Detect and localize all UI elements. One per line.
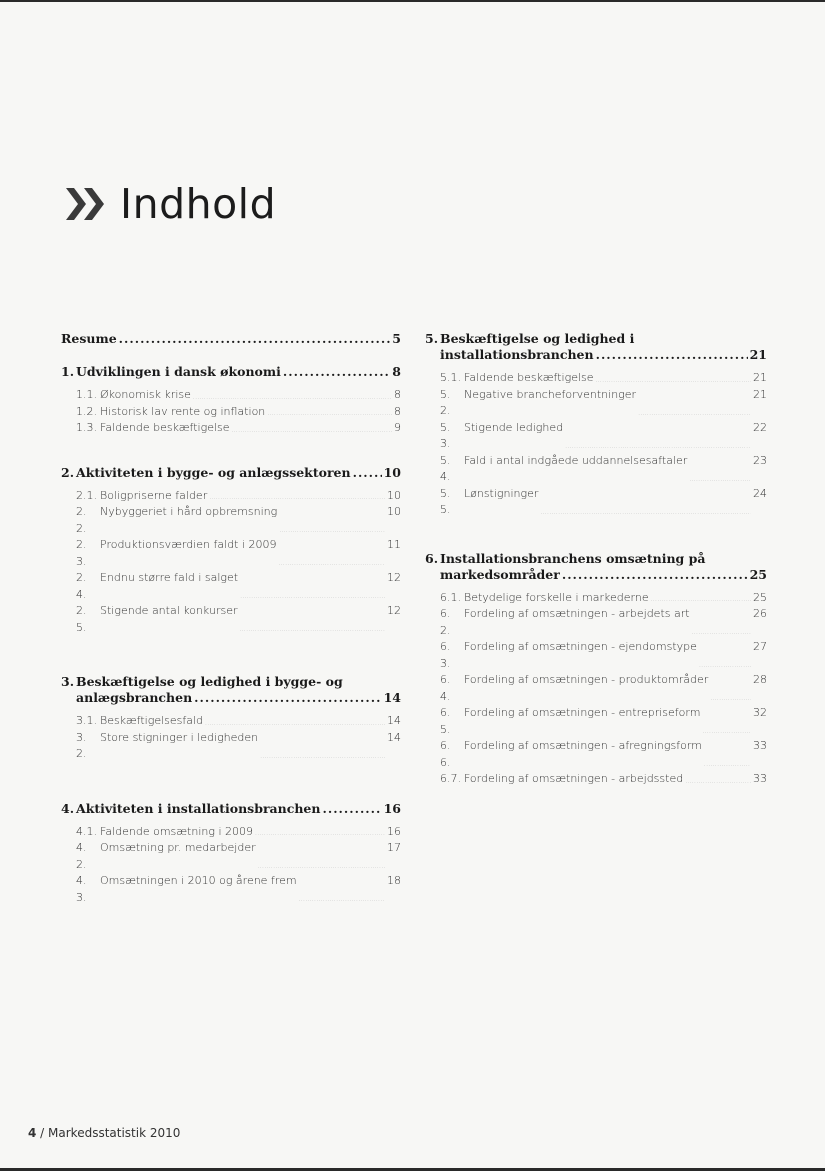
toc-entry-number: 6. 5. <box>440 706 451 736</box>
toc-entry-title: Produktionsværdien faldt i 2009 <box>100 538 277 551</box>
page-title: Indhold <box>120 180 277 228</box>
toc-entry[interactable] <box>61 420 401 437</box>
toc-section-heading-line <box>61 674 401 690</box>
toc-entry-title: Fald i antal indgåede uddannelsesaftaler <box>464 453 688 467</box>
toc-section <box>61 465 401 637</box>
toc-entry-title: Endnu større fald i salget <box>100 571 239 584</box>
toc-entry-number: 1.3. <box>76 421 97 434</box>
toc-entry-title: Nybyggeriet i hård opbremsning <box>100 505 278 518</box>
toc-section-page: 10 <box>383 464 401 480</box>
toc-entry-page: 25 <box>753 590 767 604</box>
toc-entry-title: Fordeling af omsætningen - ejendomstype <box>464 640 697 653</box>
toc-section-heading[interactable] <box>61 801 401 817</box>
toc-entry-number: 5. 2. <box>440 387 451 417</box>
toc-section-number: 1. <box>61 364 75 379</box>
toc-section-heading-line <box>61 331 401 347</box>
toc-entry[interactable] <box>61 504 401 537</box>
dot-leader <box>699 660 751 672</box>
toc-entry-page: 24 <box>753 486 767 500</box>
toc-entry-title: Omsætningen i 2010 og årene frem <box>100 874 297 887</box>
toc-entry-page: 21 <box>753 387 767 401</box>
toc-section-heading[interactable] <box>425 551 767 583</box>
toc-section <box>425 331 767 519</box>
dot-leader <box>651 594 751 606</box>
toc-entry-number: 5. 3. <box>440 420 451 450</box>
dot-leader <box>704 759 751 771</box>
toc-section-page: 8 <box>392 364 401 379</box>
toc-section-heading-line <box>425 567 767 583</box>
toc-entry-page: 10 <box>387 488 401 502</box>
toc-entry-number: 3.1. <box>76 714 97 727</box>
toc-section-heading[interactable] <box>425 331 767 363</box>
toc-section <box>61 801 401 907</box>
toc-entry-title: Omsætning pr. medarbejder <box>100 841 256 854</box>
dot-leader <box>353 465 382 481</box>
toc-entry-number: 4. 3. <box>76 874 87 904</box>
toc-entry-page: 32 <box>753 706 767 719</box>
toc-entry[interactable] <box>61 713 401 730</box>
toc-entry-title: Lønstigninger <box>464 486 539 500</box>
footer-page-number: 4 <box>28 1126 37 1140</box>
toc-left-column <box>61 331 401 906</box>
toc-entry-page: 12 <box>387 604 401 617</box>
toc-entry-title: Fordeling af omsætningen - entrepriseform <box>464 706 701 719</box>
toc-entry-page: 8 <box>394 404 401 418</box>
toc-section-heading-line <box>61 690 401 706</box>
toc-entry-page: 28 <box>753 673 767 686</box>
page-footer <box>28 1126 180 1140</box>
dot-leader <box>205 718 385 730</box>
toc-entry-page: 14 <box>387 714 401 727</box>
toc-entry-number: 6. 6. <box>440 739 451 769</box>
toc-entry[interactable] <box>61 824 401 841</box>
toc-entry[interactable] <box>425 771 767 788</box>
toc-section-number: 6. <box>425 550 439 566</box>
toc-entry-number: 6.1. <box>440 590 461 604</box>
toc-entry-number: 4.1. <box>76 824 97 838</box>
toc-entry[interactable] <box>61 488 401 505</box>
toc-entry-number: 4. 2. <box>76 841 87 871</box>
toc-entry-title: Beskæftigelsesfald <box>100 714 204 727</box>
toc-entry-number: 2. 3. <box>76 538 87 568</box>
dot-leader <box>258 861 385 873</box>
toc-entry[interactable] <box>425 672 767 705</box>
toc-entry[interactable] <box>61 537 401 570</box>
toc-entry[interactable] <box>61 873 401 906</box>
toc-subsection-list <box>61 713 401 763</box>
dot-leader <box>565 441 751 453</box>
toc-section-heading-line <box>425 551 767 567</box>
toc-entry-number: 6.7. <box>440 772 461 785</box>
toc-entry-title: Stigende antal konkurser <box>100 604 238 617</box>
toc-section-title-continued: installationsbranchen <box>440 347 594 362</box>
toc-section-heading[interactable] <box>61 364 401 380</box>
toc-entry-number: 2. 5. <box>76 604 87 634</box>
toc-section-number: 3. <box>61 674 75 689</box>
dot-leader <box>685 776 751 788</box>
dot-leader <box>193 392 392 404</box>
dot-leader <box>540 507 751 519</box>
toc-section-heading[interactable] <box>61 331 401 347</box>
toc-section <box>425 551 767 788</box>
toc-entry-title: Betydelige forskelle i markederne <box>464 590 649 604</box>
toc-entry-number: 6. 3. <box>440 640 451 670</box>
toc-entry-page: 26 <box>753 607 767 620</box>
toc-section-heading-line <box>425 347 767 363</box>
toc-entry-title: Fordeling af omsætningen - produktområder <box>464 673 709 686</box>
page-edge-top <box>0 0 825 2</box>
toc-entry-page: 16 <box>387 824 401 838</box>
dot-leader <box>119 331 391 347</box>
toc-section-page: 25 <box>749 566 767 582</box>
toc-entry-number: 2. 4. <box>76 571 87 601</box>
toc-section-page: 14 <box>383 690 401 705</box>
toc-entry-title: Fordeling af omsætningen - afregningsform <box>464 739 702 752</box>
toc-subsection-list <box>425 370 767 519</box>
toc-section-heading-line <box>61 465 401 481</box>
toc-entry-page: 33 <box>753 739 767 752</box>
toc-section-title: Resume <box>61 331 117 346</box>
toc-entry[interactable] <box>425 486 767 519</box>
toc-section-page: 5 <box>392 331 401 346</box>
toc-entry-page: 14 <box>387 730 401 744</box>
toc-section-page: 21 <box>749 347 767 362</box>
toc-subsection-list <box>61 387 401 437</box>
toc-section-heading[interactable] <box>61 465 401 481</box>
toc-entry[interactable] <box>425 420 767 453</box>
toc-entry-number: 3. 2. <box>76 730 87 760</box>
toc-section-title: Beskæftigelse og ledighed i bygge- og <box>76 674 343 689</box>
toc-section-heading-line <box>61 364 401 380</box>
dot-leader <box>710 693 751 705</box>
toc-entry[interactable] <box>425 606 767 639</box>
toc-section-title: Installationsbranchens omsætning på <box>440 550 706 566</box>
toc-entry-page: 27 <box>753 640 767 653</box>
toc-entry-number: 6. 2. <box>440 607 451 637</box>
toc-entry[interactable] <box>61 840 401 873</box>
dot-leader <box>562 567 748 583</box>
toc-entry[interactable] <box>425 705 767 738</box>
dot-leader <box>279 558 386 570</box>
toc-section-number: 5. <box>425 331 439 346</box>
dot-leader <box>702 726 751 738</box>
toc-section <box>61 331 401 347</box>
toc-entry-title: Faldende beskæftigelse <box>464 371 594 384</box>
toc-section-title: Aktiviteten i installationsbranchen <box>76 800 321 816</box>
dot-leader <box>209 492 385 504</box>
toc-entry-number: 5. 5. <box>440 486 451 516</box>
footer-separator: / <box>36 1126 49 1140</box>
toc-entry[interactable] <box>61 387 401 404</box>
dot-leader <box>322 801 381 817</box>
toc-entry-title: Økonomisk krise <box>100 388 191 401</box>
dot-leader <box>689 474 751 486</box>
toc-section-title: Beskæftigelse og ledighed i <box>440 331 635 346</box>
toc-entry-title: Faldende beskæftigelse <box>100 421 230 434</box>
toc-section <box>61 674 401 763</box>
toc-entry-number: 1.2. <box>76 404 97 418</box>
toc-entry[interactable] <box>61 603 401 636</box>
toc-entry-page: 18 <box>387 874 401 887</box>
toc-entry-page: 9 <box>394 421 401 434</box>
toc-entry[interactable] <box>425 738 767 771</box>
toc-entry-number: 5.1. <box>440 371 461 384</box>
toc-section-number: 4. <box>61 800 75 816</box>
toc-entry[interactable] <box>61 570 401 603</box>
toc-entry-page: 21 <box>753 371 767 384</box>
toc-section-heading[interactable] <box>61 674 401 706</box>
toc-entry[interactable] <box>61 730 401 763</box>
toc-entry-title: Stigende ledighed <box>464 420 564 434</box>
toc-entry-title: Faldende omsætning i 2009 <box>100 824 254 838</box>
toc-entry-page: 22 <box>753 420 767 434</box>
toc-entry[interactable] <box>61 404 401 421</box>
toc-entry-number: 2. 2. <box>76 505 87 535</box>
footer-publication: Markedsstatistik 2010 <box>48 1126 181 1140</box>
dot-leader <box>299 894 385 906</box>
dot-leader <box>194 690 381 706</box>
toc-entry-page: 33 <box>753 772 767 785</box>
toc-entry-title: Negative brancheforventninger <box>464 387 637 401</box>
toc-entry-number: 6. 4. <box>440 673 451 703</box>
toc-entry-page: 10 <box>387 505 401 518</box>
toc-entry-number: 1.1. <box>76 388 97 401</box>
toc-section-title-continued: anlægsbranchen <box>76 690 193 705</box>
toc-entry-page: 8 <box>394 388 401 401</box>
toc-entry-title: Fordeling af omsætningen - arbejdets art <box>464 607 690 620</box>
toc-entry-title: Store stigninger i ledigheden <box>100 730 259 744</box>
dot-leader <box>239 624 385 636</box>
dot-leader <box>283 364 390 380</box>
toc-section-title: Aktiviteten i bygge- og anlægssektoren <box>76 464 351 480</box>
toc-section-title-continued: markedsområder <box>440 566 560 582</box>
toc-entry-title: Historisk lav rente og inflation <box>100 404 266 418</box>
dot-leader <box>240 591 385 603</box>
dot-leader <box>596 347 748 363</box>
toc-entry-number: 5. 4. <box>440 453 451 483</box>
toc-section-number: 2. <box>61 464 75 480</box>
toc-entry-page: 11 <box>387 538 401 551</box>
toc-entry[interactable] <box>425 370 767 387</box>
double-chevron-right-icon <box>62 178 114 230</box>
toc-section-page: 16 <box>383 800 401 816</box>
dot-leader <box>232 425 392 437</box>
dot-leader <box>260 751 385 763</box>
toc-entry[interactable] <box>425 387 767 420</box>
toc-entry-page: 23 <box>753 453 767 467</box>
toc-entry[interactable] <box>425 590 767 607</box>
toc-subsection-list <box>61 488 401 637</box>
toc-entry-page: 17 <box>387 841 401 854</box>
toc-section <box>61 364 401 437</box>
dot-leader <box>267 408 392 420</box>
page-heading <box>62 178 276 230</box>
toc-subsection-list <box>425 590 767 788</box>
toc-entry-title: Boligpriserne falder <box>100 488 208 502</box>
toc-section-heading-line <box>61 801 401 817</box>
dot-leader <box>638 408 751 420</box>
dot-leader <box>255 828 385 840</box>
toc-entry[interactable] <box>425 639 767 672</box>
toc-section-heading-line <box>425 331 767 347</box>
dot-leader <box>596 375 751 387</box>
toc-entry-number: 2.1. <box>76 488 97 502</box>
toc-entry[interactable] <box>425 453 767 486</box>
toc-right-column <box>425 331 767 788</box>
toc-section-title: Udviklingen i dansk økonomi <box>76 364 281 379</box>
dot-leader <box>279 525 385 537</box>
toc-entry-title: Fordeling af omsætningen - arbejdssted <box>464 772 684 785</box>
dot-leader <box>692 627 751 639</box>
toc-entry-page: 12 <box>387 571 401 584</box>
toc-subsection-list <box>61 824 401 907</box>
